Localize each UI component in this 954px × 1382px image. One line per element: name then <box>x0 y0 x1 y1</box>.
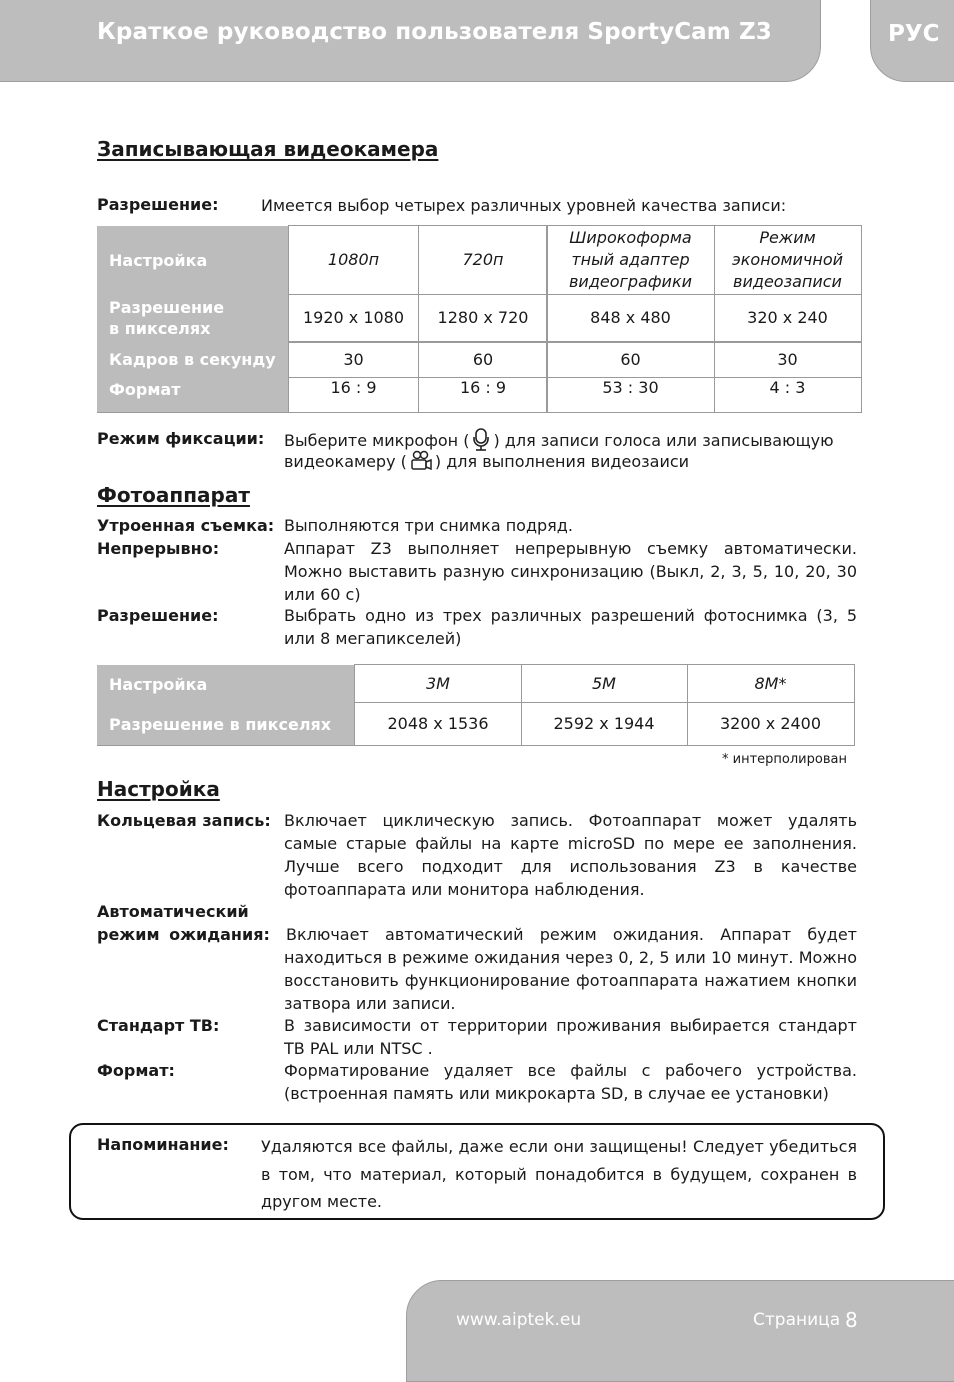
format-label: Формат: <box>97 1061 175 1080</box>
table-border <box>97 412 862 413</box>
fixation-text-part: ) для выполнения видеозаиси <box>434 452 690 471</box>
table-border <box>288 294 862 295</box>
photo-resolution-cell: 2592 x 1944 <box>553 714 655 733</box>
video-mode-line: Широкоформа <box>569 228 692 247</box>
table-border <box>714 225 715 413</box>
auto-standby-label-line-2: режим ожидания: <box>97 925 270 944</box>
row-header-fps: Кадров в секунду <box>97 342 288 377</box>
continuous-label: Непрерывно: <box>97 539 220 558</box>
fixation-text-part: ) для записи голоса или записывающую <box>493 431 834 450</box>
video-mode-line: Режим <box>759 228 816 247</box>
table-border <box>288 377 862 378</box>
table-border <box>546 225 548 413</box>
video-fps-cell: 30 <box>777 349 798 369</box>
settings-section-heading: Настройка <box>97 777 220 801</box>
photo-resolution-label: Разрешение: <box>97 606 219 625</box>
footer-website-link[interactable]: www.aiptek.eu <box>456 1310 582 1330</box>
loop-recording-label: Кольцевая запись: <box>97 811 271 830</box>
auto-standby-label-line-1: Автоматический <box>97 902 249 921</box>
continuous-text: Аппарат Z3 выполняет непрерывную съемку автоматически. Можно выставить разную синхронизацию (Выкл, 2, 3, 5, 10, 20, 30 или 60 с) <box>284 539 857 604</box>
table-border <box>288 341 862 343</box>
language-label: РУС <box>888 21 940 47</box>
video-format-cell: 53 : 30 <box>602 378 659 397</box>
video-mode-cell: 1080п <box>327 250 380 269</box>
table-border <box>354 664 355 746</box>
video-format-cell: 4 : 3 <box>769 378 806 397</box>
photo-mode-cell: 5M <box>592 674 616 693</box>
photo-mode-cell: 8M* <box>754 674 787 693</box>
video-resolution-cell: 848 x 480 <box>590 308 671 327</box>
video-format-cell: 16 : 9 <box>330 378 377 397</box>
video-mode-line: экономичной <box>731 250 844 269</box>
table-border <box>288 225 289 413</box>
fixation-text-part: Выберите микрофон ( <box>284 431 470 450</box>
video-resolution-cell: 1280 x 720 <box>437 308 529 327</box>
video-camera-icon <box>409 450 433 478</box>
footnote-interpolated: * интерполирован <box>722 752 847 767</box>
photo-resolution-text: Выбрать одно из трех различных разрешений фотоснимка (3, 5 или 8 мегапикселей) <box>284 606 857 648</box>
video-fps-cell: 30 <box>343 349 364 369</box>
footer-bar <box>406 1280 954 1382</box>
video-mode-line: видеозаписи <box>733 272 842 291</box>
tv-standard-label: Стандарт ТВ: <box>97 1016 220 1035</box>
photo-resolution-cell: 3200 x 2400 <box>719 714 822 733</box>
row-header-resolution: Разрешение в пикселях <box>97 703 355 745</box>
video-format-cell: 16 : 9 <box>459 378 507 397</box>
row-header-resolution-text: Разрешение в пикселях <box>109 298 225 338</box>
format-text: Форматирование удаляет все файлы с рабочего устройства. (встроенная память или микрокарта SD, в случае ее установки) <box>284 1061 857 1103</box>
reminder-label: Напоминание: <box>97 1135 229 1154</box>
video-resolution-cell: 320 x 240 <box>747 308 828 327</box>
footer-page-label: Страница <box>753 1310 841 1330</box>
video-mode-cell: 720п <box>462 250 504 269</box>
video-mode-line: тный адаптер <box>571 250 690 269</box>
table-border <box>687 664 688 746</box>
tv-standard-text: В зависимости от территории проживания выбирается стандарт ТВ PAL или NTSC . <box>284 1016 857 1058</box>
row-header-resolution <box>97 294 288 342</box>
video-resolution-text: Имеется выбор четырех различных уровней качества записи: <box>261 196 787 215</box>
row-header-setting: Настройка <box>97 665 355 703</box>
video-fps-cell: 60 <box>620 349 641 369</box>
table-border <box>854 664 855 746</box>
table-border <box>355 702 855 703</box>
video-resolution-cell: 1920 x 1080 <box>302 308 405 327</box>
table-border <box>288 225 862 226</box>
auto-standby-text: Включает автоматический режим ожидания. Аппарат будет находиться в режиме ожидания через 0, 2, 5 или 10 минут. Можно восстановить функционирование фотоаппарата нажатием кнопки затвора или записи. <box>284 925 857 1013</box>
video-mode-cell <box>714 226 861 294</box>
fixation-mode-label: Режим фиксации: <box>97 429 265 448</box>
table-border <box>861 225 862 413</box>
fixation-text-part: видеокамеру ( <box>284 452 407 471</box>
fixation-mode-line-2 <box>284 450 689 478</box>
table-border <box>97 745 855 746</box>
footer-page-number: 8 <box>845 1308 858 1332</box>
video-section-heading: Записывающая видеокамера <box>97 137 439 161</box>
row-header-setting: Настройка <box>97 226 288 294</box>
photo-mode-cell: 3M <box>426 674 450 693</box>
video-mode-line: видеографики <box>568 272 693 291</box>
table-border <box>521 664 522 746</box>
loop-recording-text: Включает циклическую запись. Фотоаппарат может удалять самые старые файлы на карте microSD по мере ее заполнения. Лучше всего подходит для использования Z3 в качестве фотоаппарата или монитора наблюдения. <box>284 811 857 899</box>
reminder-text: Удаляются все файлы, даже если они защищены! Следует убедиться в том, что материал, который понадобится в будущем, сохранен в другом месте. <box>261 1137 857 1211</box>
photo-section-heading: Фотоаппарат <box>97 483 250 507</box>
row-header-format: Формат <box>97 377 288 413</box>
photo-resolution-cell: 2048 x 1536 <box>387 714 489 733</box>
table-border <box>418 225 419 413</box>
video-mode-cell <box>547 226 714 294</box>
triple-shot-text: Выполняются три снимка подряд. <box>284 516 573 535</box>
triple-shot-label: Утроенная съемка: <box>97 516 275 535</box>
video-resolution-label: Разрешение: <box>97 195 219 214</box>
table-border <box>355 664 855 665</box>
video-fps-cell: 60 <box>472 349 494 369</box>
page-title: Краткое руководство пользователя SportyCam Z3 <box>97 19 772 45</box>
